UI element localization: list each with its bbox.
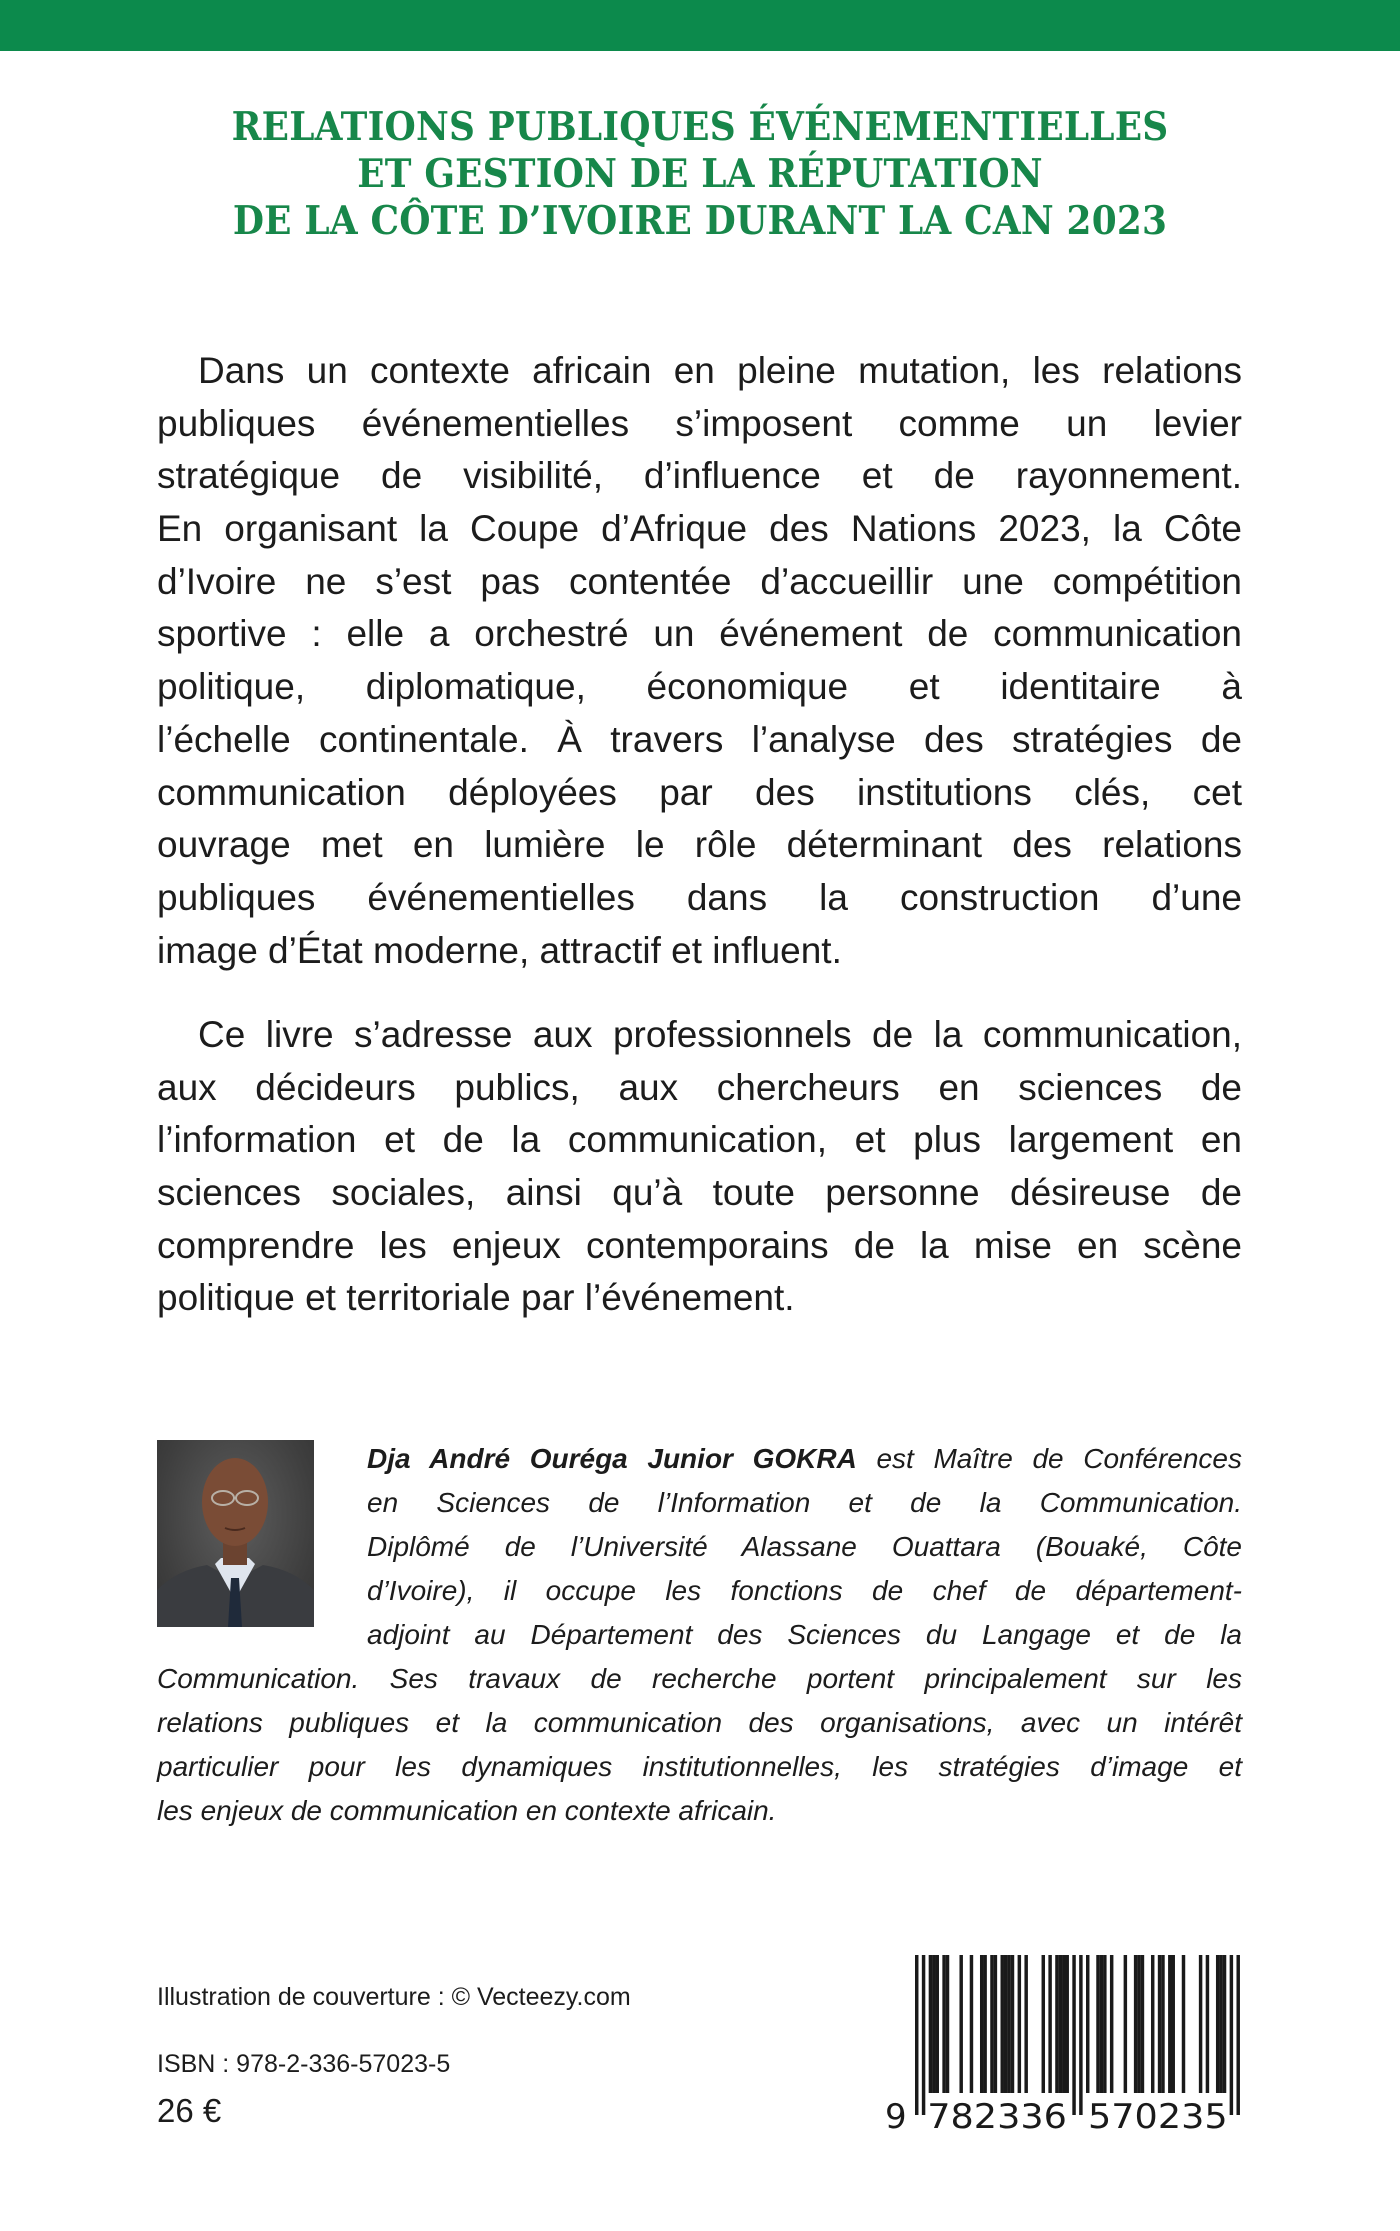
- bio-line: particulier pour les dynamiques institutionnelles, les stratégies d’image et: [157, 1751, 1242, 1782]
- barcode-bar: [1062, 1955, 1065, 2093]
- barcode-bar: [1141, 1955, 1144, 2093]
- barcode-bar: [1168, 1955, 1171, 2093]
- barcode-bar: [1079, 1955, 1082, 2115]
- cover-illustration-credit: Illustration de couverture : © Vecteezy.com: [157, 1983, 631, 2011]
- barcode-bar: [942, 1955, 945, 2093]
- barcode-bar: [1219, 1955, 1222, 2093]
- barcode-bar: [932, 1955, 935, 2093]
- barcode-bar: [1182, 1955, 1185, 2093]
- paragraph-line: sportive : elle a orchestré un événement de communication: [157, 613, 1242, 655]
- bio-line: les enjeux de communication en contexte africain.: [157, 1795, 777, 1826]
- bio-line: Diplômé de l’Université Alassane Ouattara (Bouaké, Côte: [367, 1531, 1242, 1562]
- barcode-bar: [970, 1955, 973, 2093]
- paragraph-line: publiques événementielles dans la construction d’une: [157, 876, 1242, 918]
- barcode-bar: [990, 1955, 993, 2093]
- barcode-bar: [1004, 1955, 1007, 2093]
- barcode-bar: [1100, 1955, 1103, 2093]
- barcode-bar: [994, 1955, 997, 2093]
- barcode-bar: [1230, 1955, 1233, 2115]
- barcode-bar: [1048, 1955, 1051, 2093]
- barcode-digits: 782336: [927, 2097, 1067, 2137]
- blurb-paragraph-2: [157, 1009, 1242, 1325]
- paragraph-line: communication déployées par des institutions clés, cet: [157, 771, 1242, 813]
- barcode-bar: [1137, 1955, 1140, 2093]
- barcode-bar: [1124, 1955, 1127, 2093]
- barcode-bar: [1199, 1955, 1202, 2093]
- price: 26 €: [157, 2092, 222, 2129]
- barcode-bar: [1072, 1955, 1075, 2115]
- paragraph-line: Ce livre s’adresse aux professionnels de la communication,: [198, 1014, 1242, 1055]
- barcode-bar: [929, 1955, 932, 2093]
- book-title: [56, 104, 1344, 245]
- barcode-bar: [1236, 1955, 1239, 2115]
- barcode-digits: 570235: [1088, 2097, 1228, 2137]
- paragraph-line: sciences sociales, ainsi qu’à toute personne désireuse de: [157, 1172, 1242, 1214]
- paragraph-line: stratégique de visibilité, d’influence et de rayonnement.: [157, 455, 1242, 497]
- title-line: ET GESTION DE LA RÉPUTATION: [357, 151, 1043, 197]
- barcode-bar: [1216, 1955, 1219, 2093]
- barcode-bar: [959, 1955, 962, 2093]
- barcode-bar: [1001, 1955, 1004, 2093]
- paragraph-line: Dans un contexte africain en pleine mutation, les relations: [198, 350, 1242, 391]
- bio-line: relations publiques et la communication des organisations, avec un intérêt: [157, 1707, 1242, 1738]
- barcode-bar: [1158, 1955, 1161, 2093]
- barcode-bar: [1059, 1955, 1062, 2093]
- bio-line: d’Ivoire), il occupe les fonctions de chef de département-: [367, 1575, 1242, 1606]
- barcode-bar: [1086, 1955, 1089, 2093]
- paragraph-line: politique, diplomatique, économique et identitaire à: [157, 666, 1242, 708]
- barcode-bar: [1161, 1955, 1164, 2093]
- barcode-bar: [1151, 1955, 1154, 2093]
- barcode-bar: [936, 1955, 939, 2093]
- author-bio: [157, 1437, 1242, 1833]
- barcode-digits: 9: [885, 2097, 907, 2137]
- barcode-bar: [1065, 1955, 1068, 2093]
- barcode-bar: [1110, 1955, 1113, 2093]
- bio-line: en Sciences de l’Information et de la Communication.: [367, 1487, 1242, 1518]
- barcode-bar: [1011, 1955, 1014, 2093]
- barcode-bar: [1055, 1955, 1058, 2093]
- barcode-bar: [1134, 1955, 1137, 2093]
- barcode-bar: [1103, 1955, 1106, 2093]
- title-line: RELATIONS PUBLIQUES ÉVÉNEMENTIELLES: [231, 104, 1169, 150]
- author-name: Dja André Ouréga Junior GOKRA: [367, 1443, 857, 1474]
- barcode-bar: [946, 1955, 949, 2093]
- paragraph-line: image d’État moderne, attractif et influent.: [157, 929, 842, 971]
- blurb-paragraph-1: [157, 345, 1242, 977]
- paragraph-line: En organisant la Coupe d’Afrique des Nations 2023, la Côte: [157, 508, 1242, 550]
- barcode-bar: [1206, 1955, 1209, 2093]
- barcode-bar: [1223, 1955, 1226, 2093]
- paragraph-line: aux décideurs publics, aux chercheurs en sciences de: [157, 1066, 1242, 1108]
- isbn: ISBN : 978-2-336-57023-5: [157, 2050, 451, 2078]
- paragraph-line: publiques événementielles s’imposent comme un levier: [157, 402, 1242, 444]
- barcode-bar: [915, 1955, 918, 2115]
- bio-line: Communication. Ses travaux de recherche portent principalement sur les: [157, 1663, 1242, 1694]
- barcode-bar: [1042, 1955, 1045, 2093]
- bio-line: adjoint au Département des Sciences du Langage et de la: [367, 1619, 1242, 1650]
- paragraph-line: comprendre les enjeux contemporains de la mise en scène: [157, 1224, 1242, 1266]
- bio-line: [157, 1437, 1242, 1481]
- barcode-bar: [922, 1955, 925, 2115]
- title-line: DE LA CÔTE D’IVOIRE DURANT LA CAN 2023: [232, 198, 1168, 244]
- barcode-bar: [983, 1955, 986, 2093]
- paragraph-line: l’échelle continentale. À travers l’analyse des stratégies de: [157, 718, 1242, 760]
- barcode-bar: [1172, 1955, 1175, 2093]
- paragraph-line: l’information et de la communication, et plus largement en: [157, 1119, 1242, 1161]
- barcode-bar: [1018, 1955, 1021, 2093]
- paragraph-line: d’Ivoire ne s’est pas contentée d’accueillir une compétition: [157, 560, 1242, 602]
- barcode-bar: [1007, 1955, 1010, 2093]
- barcode-bar: [1096, 1955, 1099, 2093]
- bio-text: est Maître de Conférences: [856, 1443, 1242, 1474]
- paragraph-line: ouvrage met en lumière le rôle déterminant des relations: [157, 824, 1242, 866]
- paragraph-line: politique et territoriale par l’événement.: [157, 1277, 795, 1319]
- isbn-barcode: [880, 1950, 1260, 2150]
- barcode-bar: [980, 1955, 983, 2093]
- top-color-band: [0, 0, 1400, 51]
- barcode-bar: [1024, 1955, 1027, 2093]
